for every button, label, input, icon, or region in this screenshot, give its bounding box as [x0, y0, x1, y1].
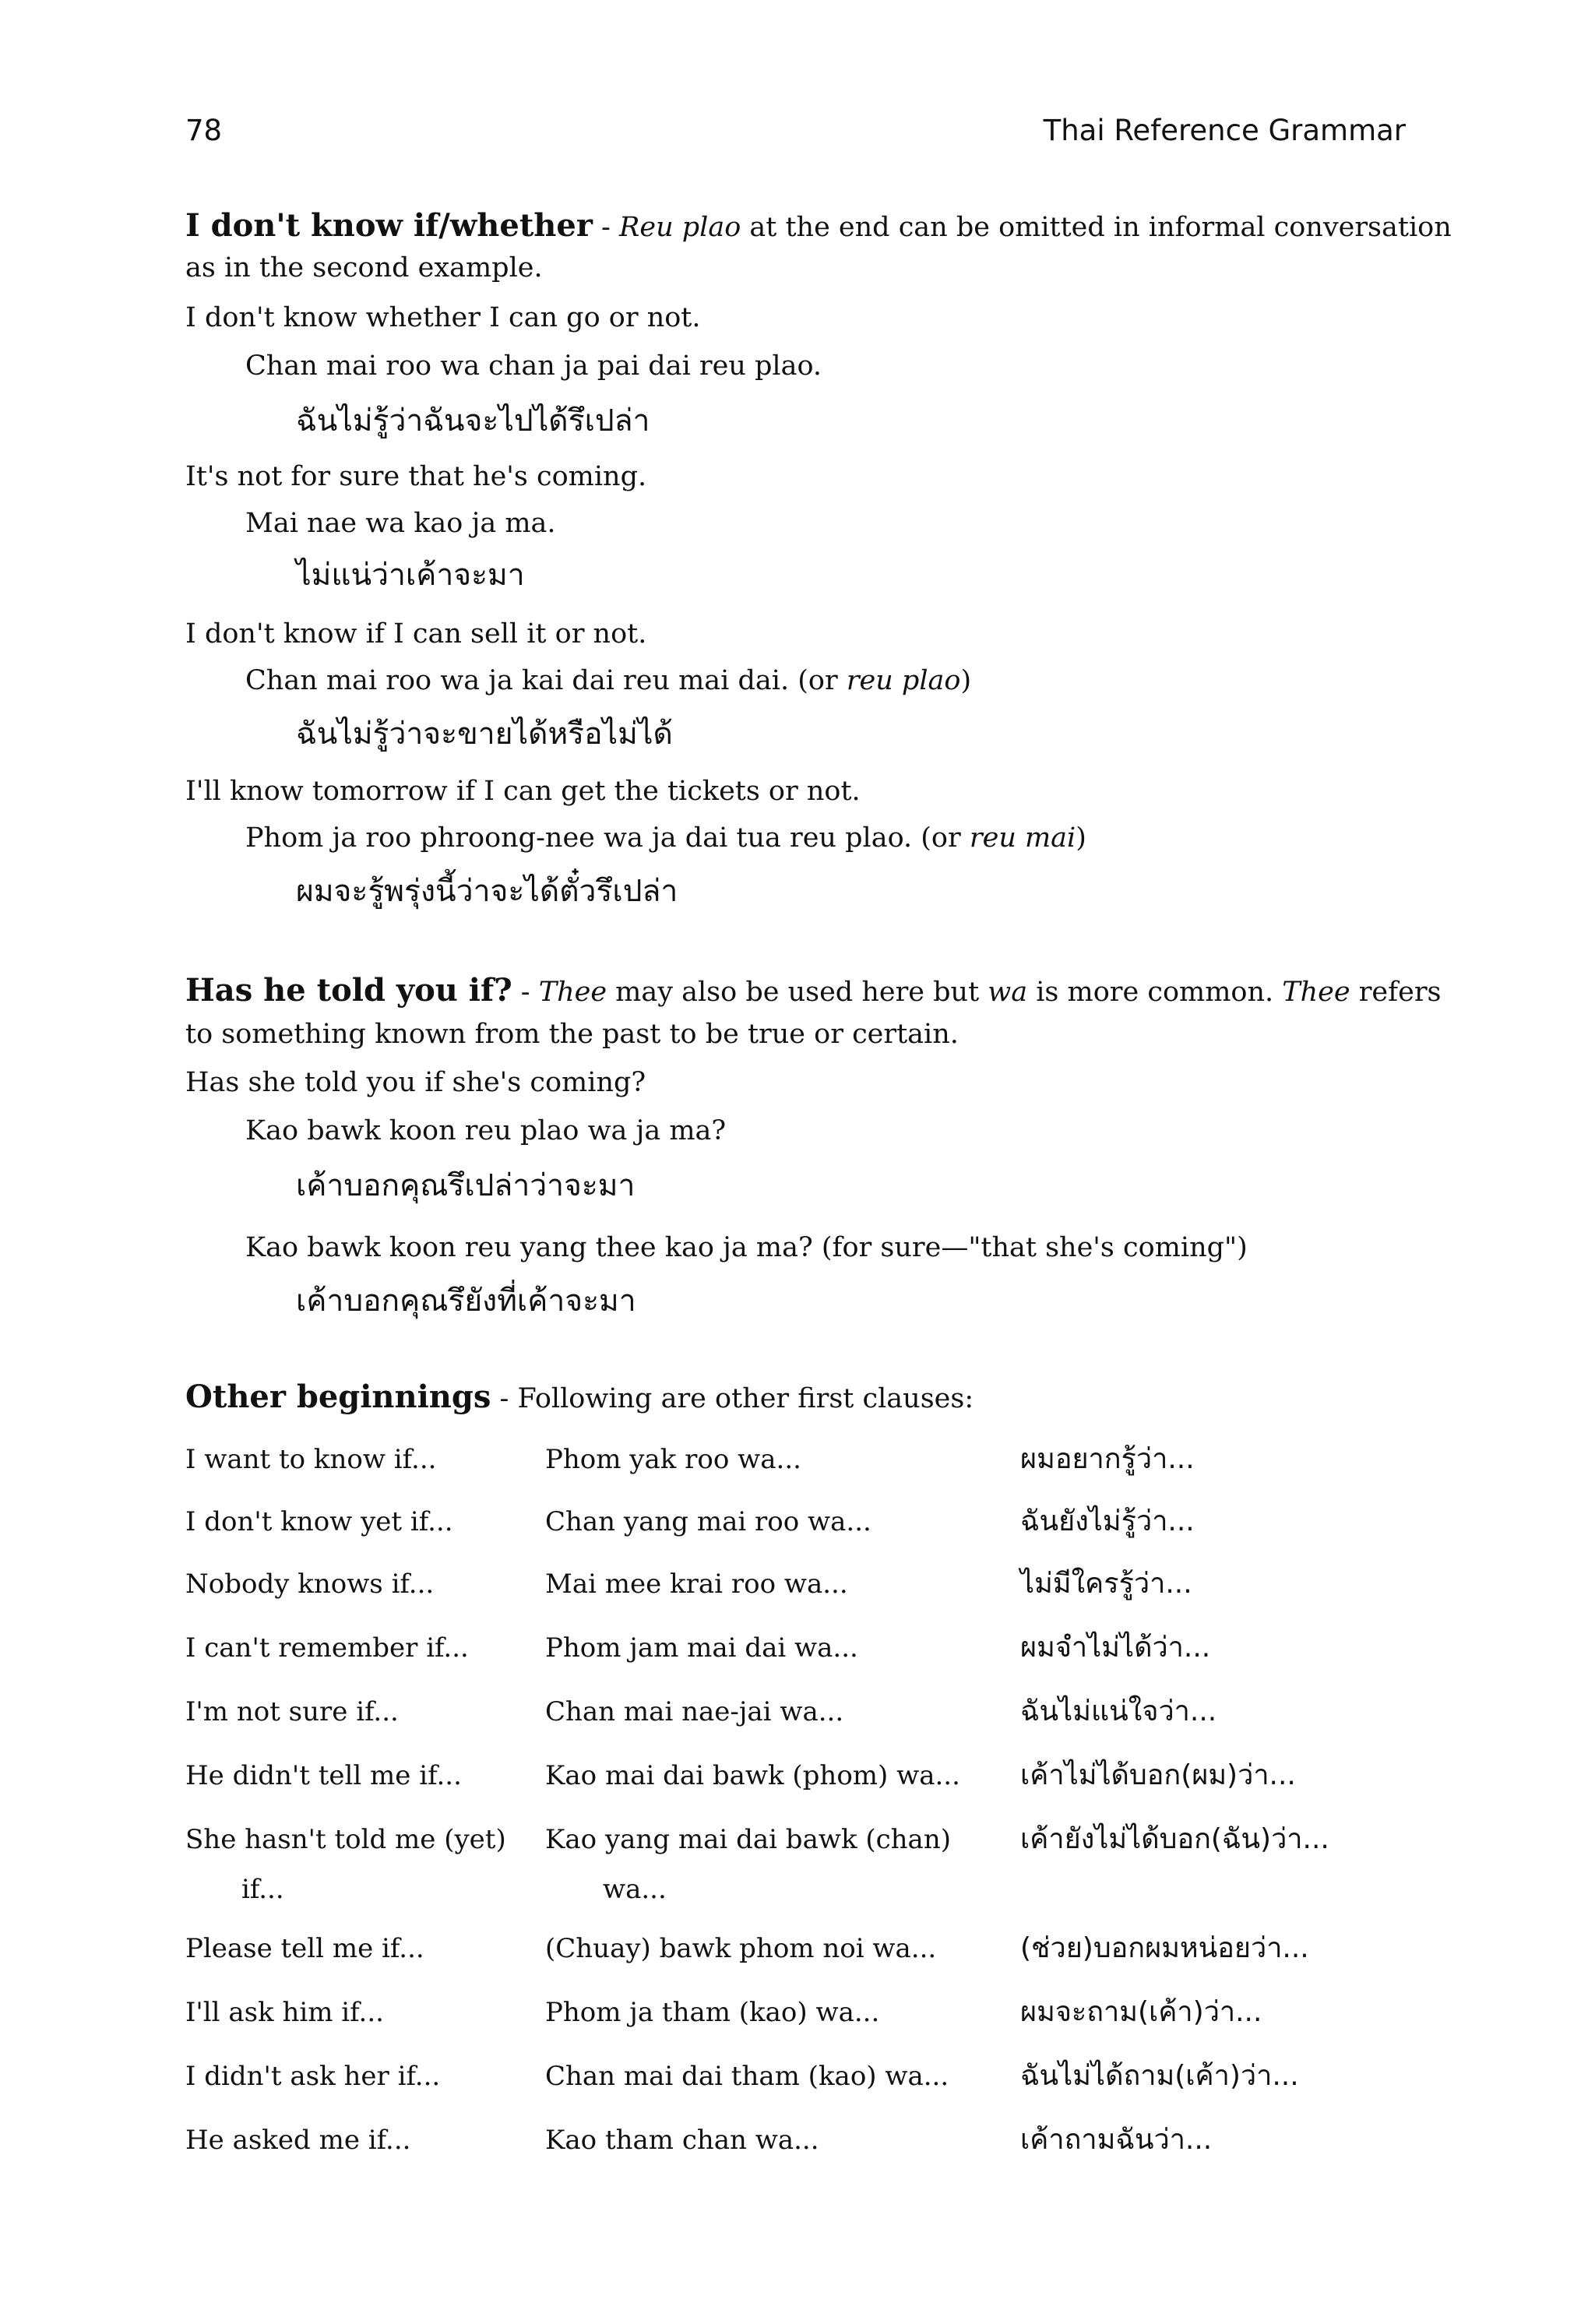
table-cell-translit: Phom jam mai dai wa...	[545, 1632, 858, 1664]
table-cell-translit: Mai mee krai roo wa...	[545, 1569, 848, 1600]
table-cell-thai: ฉันไม่แน่ใจว่า...	[1020, 1695, 1217, 1727]
table-cell-translit: wa...	[603, 1874, 667, 1905]
running-title: Thai Reference Grammar	[1043, 114, 1406, 147]
table-cell-english: I want to know if...	[185, 1444, 437, 1475]
example-thai: ไม่แน่ว่าเค้าจะมา	[296, 558, 525, 593]
table-cell-thai: ฉันยังไม่รู้ว่า...	[1020, 1505, 1195, 1537]
section1-intro-line1	[185, 209, 1452, 245]
table-cell-english: I'm not sure if...	[185, 1696, 399, 1727]
table-cell-translit: Chan mai dai tham (kao) wa...	[545, 2061, 949, 2092]
section1-intro-line2: as in the second example.	[185, 252, 543, 283]
table-cell-translit: Kao mai dai bawk (phom) wa...	[545, 1760, 960, 1791]
page-number: 78	[185, 114, 223, 147]
table-cell-english: She hasn't told me (yet)	[185, 1824, 506, 1855]
section3-heading: Other beginnings	[185, 1379, 491, 1415]
example-transliteration: Kao bawk koon reu plao wa ja ma?	[245, 1115, 727, 1146]
example-thai: เค้าบอกคุณรึเปล่าว่าจะมา	[296, 1168, 636, 1203]
section2-heading: Has he told you if?	[185, 972, 512, 1009]
table-cell-translit: Phom yak roo wa...	[545, 1444, 801, 1475]
table-cell-thai: ผมจะถาม(เค้า)ว่า...	[1020, 1996, 1262, 2028]
section1-intro-italic: Reu plao	[619, 212, 741, 243]
table-cell-english: Nobody knows if...	[185, 1569, 435, 1600]
table-cell-thai: ผมจำไม่ได้ว่า...	[1020, 1632, 1211, 1664]
example-thai: ฉันไม่รู้ว่าฉันจะไปได้รึเปล่า	[296, 403, 650, 438]
table-cell-translit: Chan mai nae-jai wa...	[545, 1696, 844, 1727]
section1-heading: I don't know if/whether	[185, 207, 593, 244]
table-cell-english: I didn't ask her if...	[185, 2061, 441, 2092]
example-transliteration: Phom ja roo phroong-nee wa ja dai tua reu plao. (or reu mai)	[245, 822, 1086, 854]
example-transliteration: Chan mai roo wa chan ja pai dai reu plao.	[245, 350, 822, 382]
section3-intro: Other beginnings - Following are other first clauses:	[185, 1379, 974, 1415]
table-cell-thai: ผมอยากรู้ว่า...	[1020, 1443, 1195, 1475]
section1-intro-dash: -	[592, 212, 619, 243]
example-thai: ฉันไม่รู้ว่าจะขายได้หรือไม่ได้	[296, 717, 673, 752]
example-english: Has she told you if she's coming?	[185, 1067, 646, 1098]
section2-intro-line1: Has he told you if? - Thee may also be used here but wa is more common. Thee refers	[185, 972, 1442, 1009]
section1-intro-rest: at the end can be omitted in informal conversation	[741, 212, 1452, 243]
table-cell-english: He didn't tell me if...	[185, 1760, 462, 1791]
example-english: It's not for sure that he's coming.	[185, 461, 647, 492]
table-cell-translit: Phom ja tham (kao) wa...	[545, 1997, 880, 2028]
table-cell-thai: เค้าไม่ได้บอก(ผม)ว่า...	[1020, 1759, 1296, 1791]
table-cell-thai: เค้าถามฉันว่า...	[1020, 2124, 1213, 2156]
table-cell-translit: (Chuay) bawk phom noi wa...	[545, 1933, 937, 1964]
table-cell-english: I can't remember if...	[185, 1632, 469, 1664]
table-cell-translit: Kao yang mai dai bawk (chan)	[545, 1824, 951, 1855]
example-english: I'll know tomorrow if I can get the tickets or not.	[185, 776, 861, 807]
example-english: I don't know if I can sell it or not.	[185, 618, 647, 650]
table-cell-thai: ฉันไม่ได้ถาม(เค้า)ว่า...	[1020, 2060, 1299, 2092]
example-transliteration: Chan mai roo wa ja kai dai reu mai dai. (or reu plao)	[245, 665, 972, 696]
example-transliteration: Mai nae wa kao ja ma.	[245, 508, 556, 539]
table-cell-english: I don't know yet if...	[185, 1506, 453, 1537]
table-cell-english: I'll ask him if...	[185, 1997, 384, 2028]
table-cell-english: He asked me if...	[185, 2125, 411, 2156]
table-cell-translit: Kao tham chan wa...	[545, 2125, 819, 2156]
example-transliteration: Kao bawk koon reu yang thee kao ja ma? (for sure—"that she's coming")	[245, 1232, 1248, 1263]
section2-intro-line2: to something known from the past to be true or certain.	[185, 1019, 959, 1050]
example-thai: เค้าบอกคุณรึยังที่เค้าจะมา	[296, 1283, 636, 1319]
table-cell-thai: ไม่มีใครรู้ว่า...	[1020, 1568, 1192, 1600]
table-cell-english: Please tell me if...	[185, 1933, 424, 1964]
example-thai: ผมจะรู้พรุ่งนี้ว่าจะได้ตั๋วรึเปล่า	[296, 874, 678, 909]
table-cell-thai: (ช่วย)บอกผมหน่อยว่า...	[1020, 1932, 1309, 1964]
table-cell-thai: เค้ายังไม่ได้บอก(ฉัน)ว่า...	[1020, 1823, 1329, 1855]
table-cell-english: if...	[241, 1874, 284, 1905]
example-english: I don't know whether I can go or not.	[185, 302, 701, 333]
table-cell-translit: Chan yang mai roo wa...	[545, 1506, 871, 1537]
